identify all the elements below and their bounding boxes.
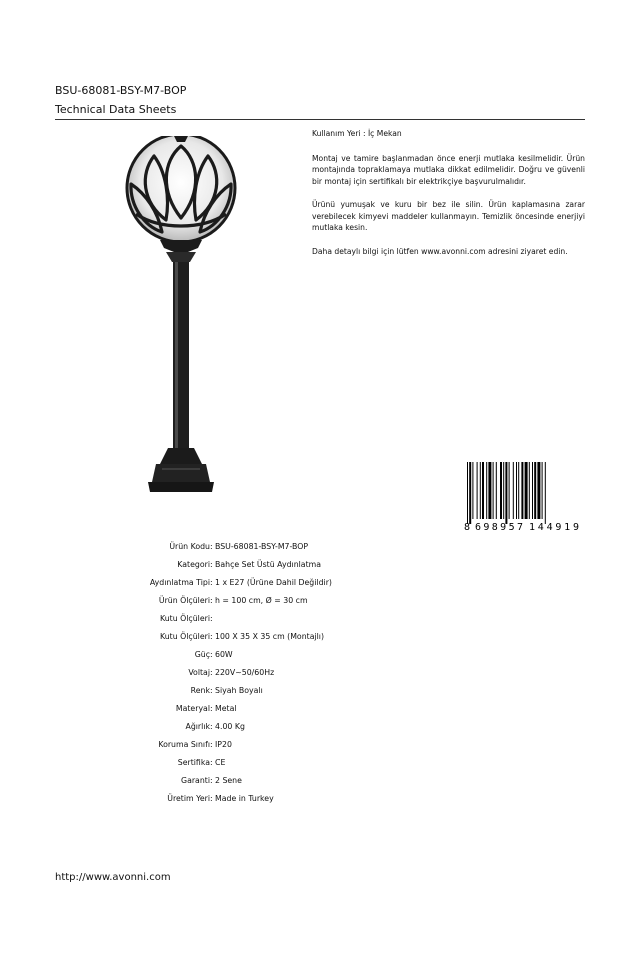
spec-row — [0, 758, 640, 776]
spec-separator: : — [210, 668, 213, 677]
spec-separator: : — [210, 560, 213, 569]
spec-label: Garanti — [181, 776, 210, 785]
spec-separator: : — [210, 794, 213, 803]
spec-row — [0, 650, 640, 668]
spec-row — [0, 560, 640, 578]
spec-row — [0, 740, 640, 758]
footer-url[interactable]: http://www.avonni.com — [55, 872, 171, 883]
spec-label: Kutu Ölçüleri — [159, 632, 210, 641]
spec-separator: : — [210, 596, 213, 605]
spec-value: IP20 — [215, 740, 232, 749]
spec-value: 1 x E27 (Ürüne Dahil Değildir) — [215, 578, 332, 587]
spec-separator: : — [210, 722, 213, 731]
spec-label: Renk — [190, 686, 210, 695]
header-divider — [55, 119, 585, 120]
spec-row — [0, 686, 640, 704]
barcode-bars — [467, 462, 546, 524]
spec-row — [0, 794, 640, 812]
spec-label: Kategori — [177, 560, 210, 569]
spec-separator: : — [210, 776, 213, 785]
spec-label: Materyal — [175, 704, 210, 713]
spec-value: 60W — [215, 650, 233, 659]
spec-label: Ürün Ölçüleri — [158, 596, 210, 605]
spec-value: BSU-68081-BSY-M7-BOP — [215, 542, 309, 551]
spec-separator: : — [210, 758, 213, 767]
spec-value: CE — [215, 758, 226, 767]
spec-label: Ürün Kodu — [169, 542, 210, 551]
spec-label: Kutu Ölçüleri — [159, 614, 210, 623]
header-subtitle: Technical Data Sheets — [55, 103, 177, 116]
spec-value: Metal — [215, 704, 237, 713]
spec-separator: : — [210, 650, 213, 659]
spec-value: 220V~50/60Hz — [215, 668, 275, 677]
spec-value: h = 100 cm, Ø = 30 cm — [215, 596, 308, 605]
spec-value: Bahçe Set Üstü Aydınlatma — [215, 560, 322, 569]
header-product-code: BSU-68081-BSY-M7-BOP — [55, 84, 187, 97]
spec-row — [0, 722, 640, 740]
barcode — [463, 462, 585, 531]
spec-row — [0, 578, 640, 596]
spec-row — [0, 776, 640, 794]
spec-row — [0, 596, 640, 614]
spec-separator: : — [210, 614, 213, 623]
spec-separator: : — [210, 542, 213, 551]
spec-separator: : — [210, 686, 213, 695]
product-image — [118, 136, 244, 498]
spec-row — [0, 632, 640, 650]
spec-label: Üretim Yeri — [167, 794, 210, 803]
spec-separator: : — [210, 740, 213, 749]
spec-label: Koruma Sınıfı — [158, 740, 210, 749]
spec-separator: : — [210, 578, 213, 587]
barcode-digits-right: 144919 — [529, 522, 579, 531]
spec-row — [0, 614, 640, 632]
barcode-digits-left: 698957 — [475, 522, 523, 531]
spec-row — [0, 542, 640, 560]
spec-label: Ağırlık — [185, 722, 210, 731]
spec-row — [0, 668, 640, 686]
spec-value: 4.00 Kg — [215, 722, 245, 731]
barcode-digit-prefix: 8 — [464, 522, 471, 531]
spec-label: Sertifika — [177, 758, 210, 767]
usage-location: Kullanım Yeri : İç Mekan — [312, 129, 402, 138]
cleaning-paragraph: Ürünü yumuşak ve kuru bir bez ile silin. Ürün kaplamasına zarar verebilecek kimyevi maddeler kullanmayın. Temizlik öncesinde enerjiyi mutlaka kesin. — [312, 200, 585, 232]
spec-label: Voltaj — [188, 668, 210, 677]
info-paragraph: Daha detaylı bilgi için lütfen www.avonni.com adresini ziyaret edin. — [312, 246, 568, 256]
spec-label: Aydınlatma Tipi — [149, 578, 210, 587]
description-block — [312, 128, 585, 269]
spec-value: 100 X 35 X 35 cm (Montajlı) — [215, 632, 325, 641]
spec-label: Güç — [194, 650, 210, 659]
safety-paragraph: Montaj ve tamire başlanmadan önce enerji mutlaka kesilmelidir. Ürün montajında topraklamaya mutlaka dikkat edilmelidir. Doğru ve güvenli bir montaj için sertifikalı bir elektrikçiye başvurulmalıdır. — [312, 153, 585, 186]
spec-row — [0, 704, 640, 722]
spec-value: Made in Turkey — [215, 794, 274, 803]
spec-value: 2 Sene — [215, 776, 242, 785]
spec-separator: : — [210, 632, 213, 641]
spec-value: Siyah Boyalı — [215, 686, 263, 695]
spec-separator: : — [210, 704, 213, 713]
